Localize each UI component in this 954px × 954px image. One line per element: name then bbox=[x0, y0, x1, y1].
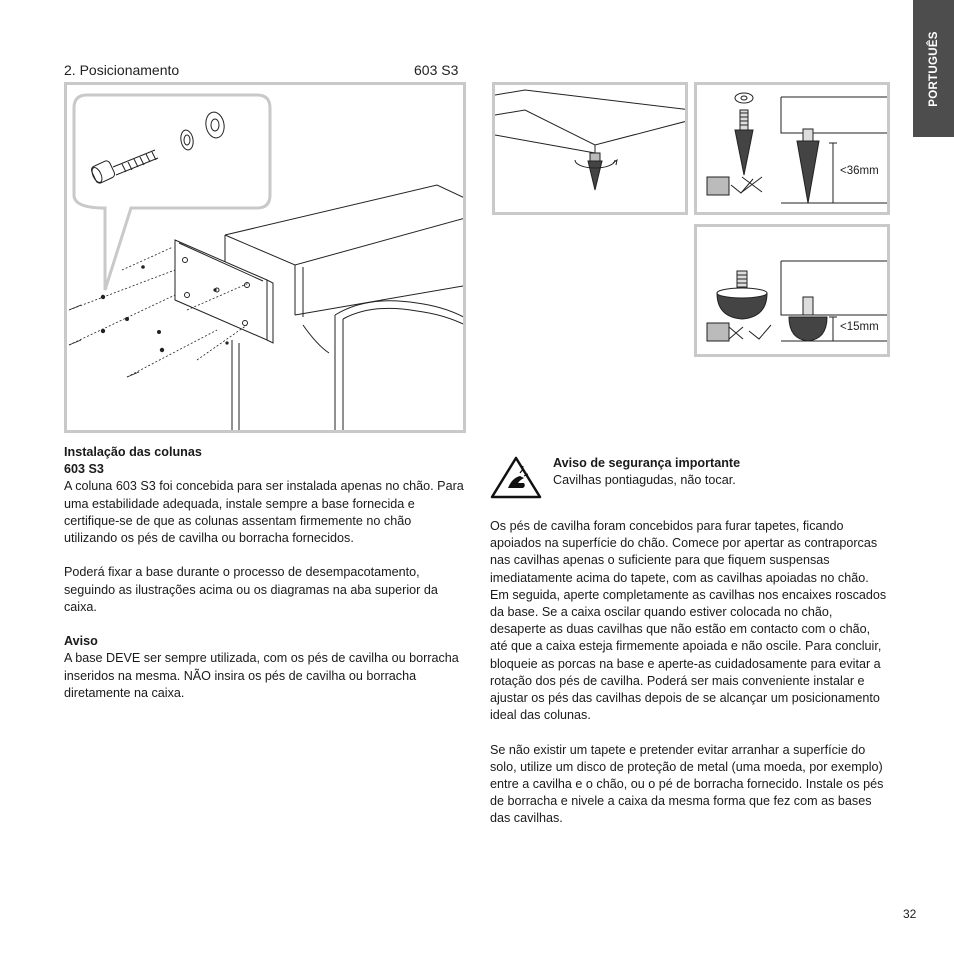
language-tab-label: PORTUGUÊS bbox=[927, 30, 940, 107]
install-paragraph-2: Poderá fixar a base durante o processo de desempacotamento, seguindo as ilustrações acima ou os diagramas na aba superior da caixa. bbox=[64, 565, 438, 614]
base-assembly-illustration bbox=[67, 85, 466, 433]
spike-rotate-illustration bbox=[495, 85, 688, 215]
spikes-paragraph: Os pés de cavilha foram concebidos para furar tapetes, ficando apoiados na superfície do chão. Comece por apertar as contraporcas nas cavilhas apenas o suficiente para que fiquem suspensas imediatamente acima do tapete, com as cavilhas apoiadas no chão. Em seguida, aperte completamente as cavilhas nos encaixes roscados da base. Se a caixa oscilar quando estiver colocada no chão, desaperte as duas cavilhas que não estão em contacto com o chão, até que a caixa esteja firmemente apoiada e não oscile. Para concluir, bloqueie as porcas na base e aperte-as cuidadosamente para evitar a rotação dos pés de cavilha. Poderá ser mais conveniente instalar e ajustar os pés das cavilhas depois de se alcançar um posicionamento ideal das colunas. bbox=[490, 519, 887, 723]
model-name: 603 S3 bbox=[414, 62, 459, 78]
install-heading-1: Instalação das colunas bbox=[64, 445, 202, 459]
page-number: 32 bbox=[903, 907, 917, 921]
spike-dimension-figure bbox=[694, 82, 890, 215]
warning-heading: Aviso bbox=[64, 634, 98, 649]
rubber-foot-figure bbox=[694, 224, 890, 357]
no-carpet-paragraph: Se não existir um tapete e pretender evitar arranhar a superfície do solo, utilize um disco de proteção de metal (uma moeda, por exemplo) entre a cavilha e o chão, ou o pé de borracha fornecido. Instale os pés de borracha e nivele a caixa da mesma forma que fez com as bases das cavilhas. bbox=[490, 742, 884, 826]
warning-triangle-icon bbox=[490, 455, 542, 499]
base-assembly-figure bbox=[64, 82, 466, 433]
spike-rotate-figure bbox=[492, 82, 688, 215]
install-heading-2: 603 S3 bbox=[64, 462, 104, 477]
install-paragraph-1: A coluna 603 S3 foi concebida para ser instalada apenas no chão. Para uma estabilidade adequada, instale sempre a base fornecida e certifique-se de que as colunas assentam firmemente no chão utilizando os pés de cavilha ou borracha fornecidos. bbox=[64, 479, 464, 546]
section-title: 2. Posicionamento bbox=[64, 62, 180, 78]
left-column bbox=[64, 444, 464, 719]
rubber-height-label: <15mm bbox=[840, 321, 879, 333]
spike-dimension-illustration bbox=[697, 85, 890, 215]
safety-notice bbox=[553, 455, 883, 489]
right-column bbox=[490, 518, 888, 845]
language-tab[interactable] bbox=[913, 0, 954, 137]
warning-text: A base DEVE ser sempre utilizada, com os pés de cavilha ou borracha inseridos na mesma. NÃO insira os pés de cavilha ou borracha diretamente na caixa. bbox=[64, 651, 459, 700]
spike-height-label: <36mm bbox=[840, 165, 879, 177]
safety-heading: Aviso de segurança importante bbox=[553, 456, 741, 470]
safety-text: Cavilhas pontiagudas, não tocar. bbox=[553, 473, 736, 488]
rubber-foot-illustration bbox=[697, 227, 890, 357]
